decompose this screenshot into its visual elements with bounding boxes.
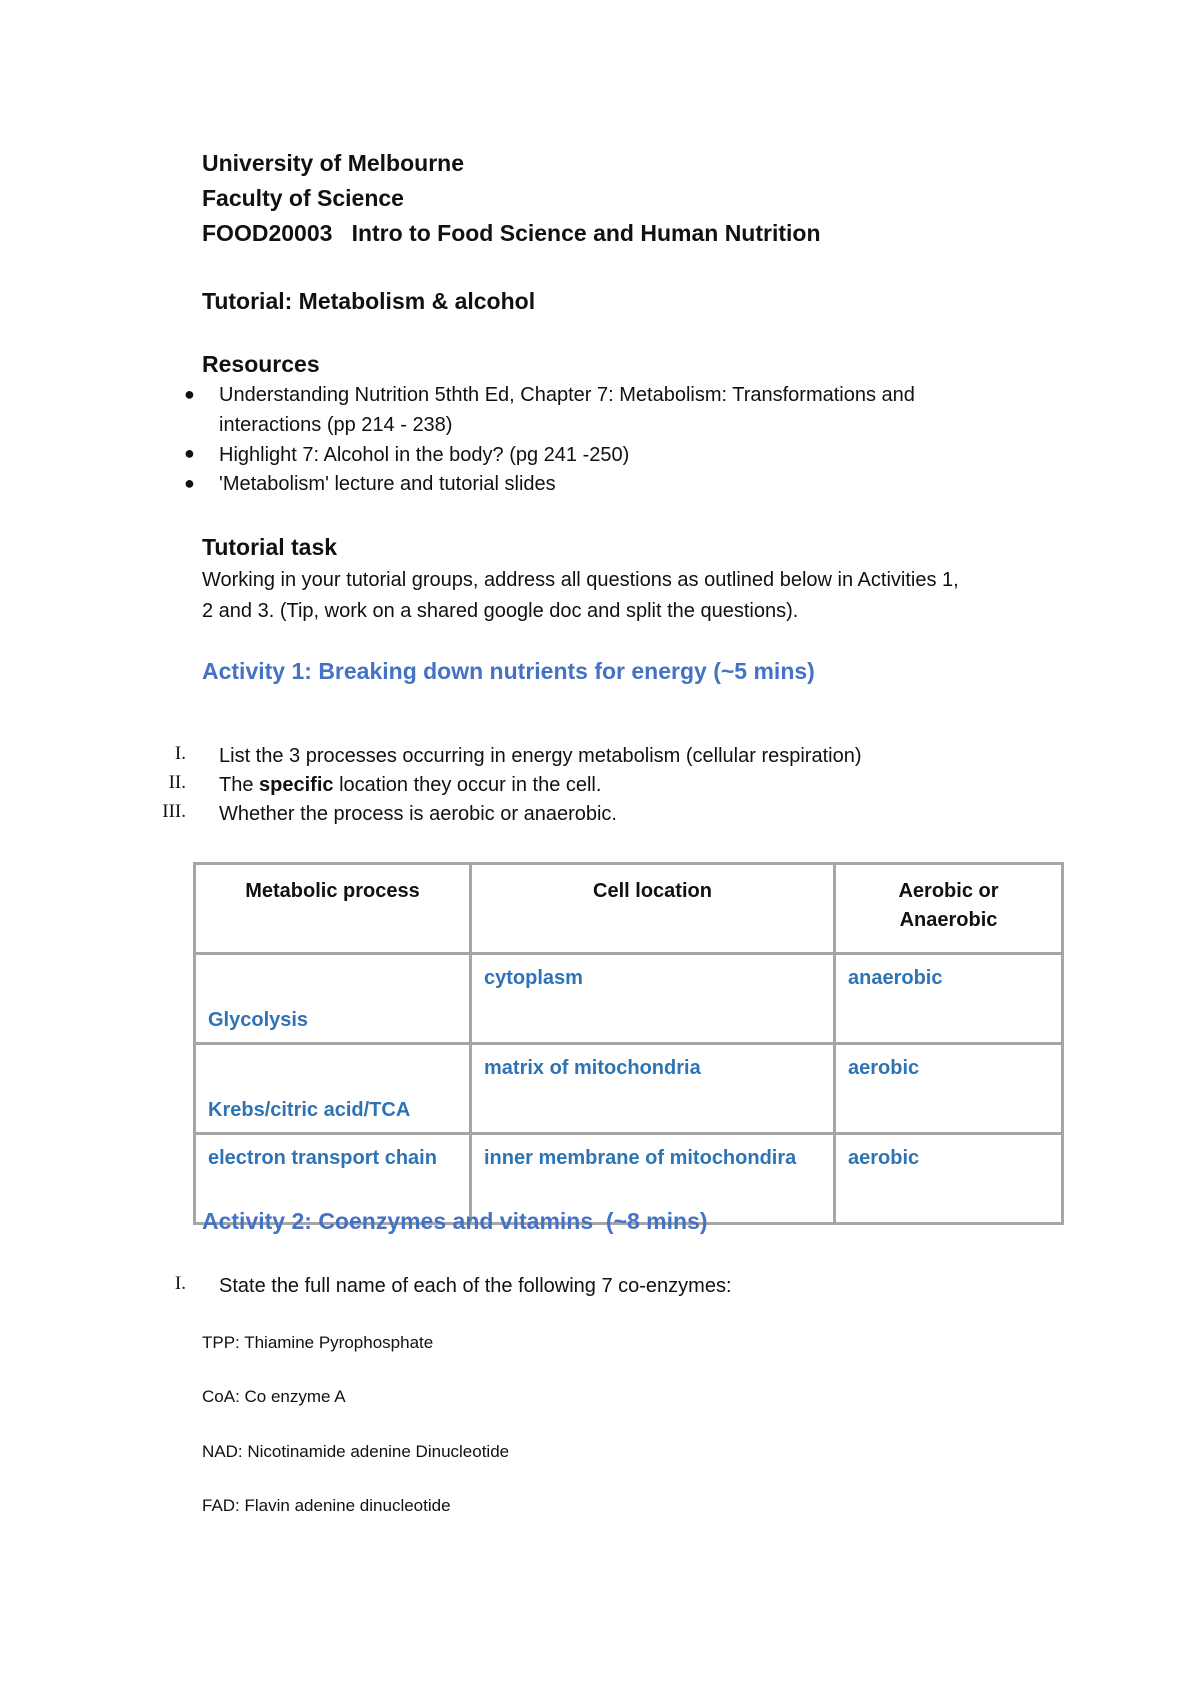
bullet-icon: ● (184, 473, 195, 493)
question-number: III. (162, 801, 186, 822)
coenzyme-item: CoA: Co enzyme A (202, 1387, 346, 1406)
table-header-row (195, 864, 1063, 954)
column-header: Aerobic or Anaerobic (835, 864, 1063, 954)
location-cell: cytoplasm (471, 954, 835, 1044)
task-text-line: 2 and 3. (Tip, work on a shared google doc and split the questions). (202, 600, 799, 622)
column-header: Cell location (471, 864, 835, 954)
tutorial-task-heading: Tutorial task (202, 534, 338, 560)
coenzyme-item: FAD: Flavin adenine dinucleotide (202, 1496, 451, 1515)
location-cell: inner membrane of mitochondira (471, 1134, 835, 1224)
aerobic-cell: aerobic (835, 1134, 1063, 1224)
resource-item-continued: interactions (pp 214 - 238) (219, 414, 453, 436)
resources-heading: Resources (202, 351, 320, 377)
activity1-heading: Activity 1: Breaking down nutrients for energy (~5 mins) (202, 658, 815, 684)
bullet-icon: ● (184, 384, 195, 404)
question-text: List the 3 processes occurring in energy metabolism (cellular respiration) (219, 745, 862, 767)
faculty-name: Faculty of Science (202, 185, 404, 211)
question-text: Whether the process is aerobic or anaerobic. (219, 803, 617, 825)
location-cell: matrix of mitochondria (471, 1044, 835, 1134)
emphasis-text: specific (259, 774, 334, 796)
university-name: University of Melbourne (202, 150, 464, 176)
process-cell: Krebs/citric acid/TCA (195, 1044, 471, 1134)
process-cell: electron transport chain (195, 1134, 471, 1224)
aerobic-cell: anaerobic (835, 954, 1063, 1044)
resource-item: Highlight 7: Alcohol in the body? (pg 241 -250) (219, 444, 630, 466)
coenzyme-item: TPP: Thiamine Pyrophosphate (202, 1333, 434, 1352)
resource-item: Understanding Nutrition 5thth Ed, Chapter 7: Metabolism: Transformations and (219, 384, 915, 406)
table-row (195, 954, 1063, 1044)
question-number: II. (168, 772, 186, 793)
question-text: State the full name of each of the following 7 co-enzymes: (219, 1275, 732, 1297)
question-number: I. (174, 743, 186, 764)
aerobic-cell: aerobic (835, 1044, 1063, 1134)
coenzyme-item: NAD: Nicotinamide adenine Dinucleotide (202, 1442, 510, 1461)
question-number: I. (174, 1273, 186, 1294)
bullet-icon: ● (184, 443, 195, 463)
resource-item: 'Metabolism' lecture and tutorial slides (219, 473, 556, 495)
tutorial-title: Tutorial: Metabolism & alcohol (202, 288, 536, 314)
course-title: FOOD20003 Intro to Food Science and Human Nutrition (202, 220, 821, 246)
table-row (195, 1044, 1063, 1134)
question-text: The specific location they occur in the cell. (219, 774, 602, 796)
activity2-heading: Activity 2: Coenzymes and vitamins (~8 mins) (202, 1208, 708, 1234)
metabolic-process-table (193, 862, 1064, 1225)
column-header: Metabolic process (195, 864, 471, 954)
process-cell: Glycolysis (195, 954, 471, 1044)
task-text-line: Working in your tutorial groups, address all questions as outlined below in Activities 1, (202, 569, 959, 591)
